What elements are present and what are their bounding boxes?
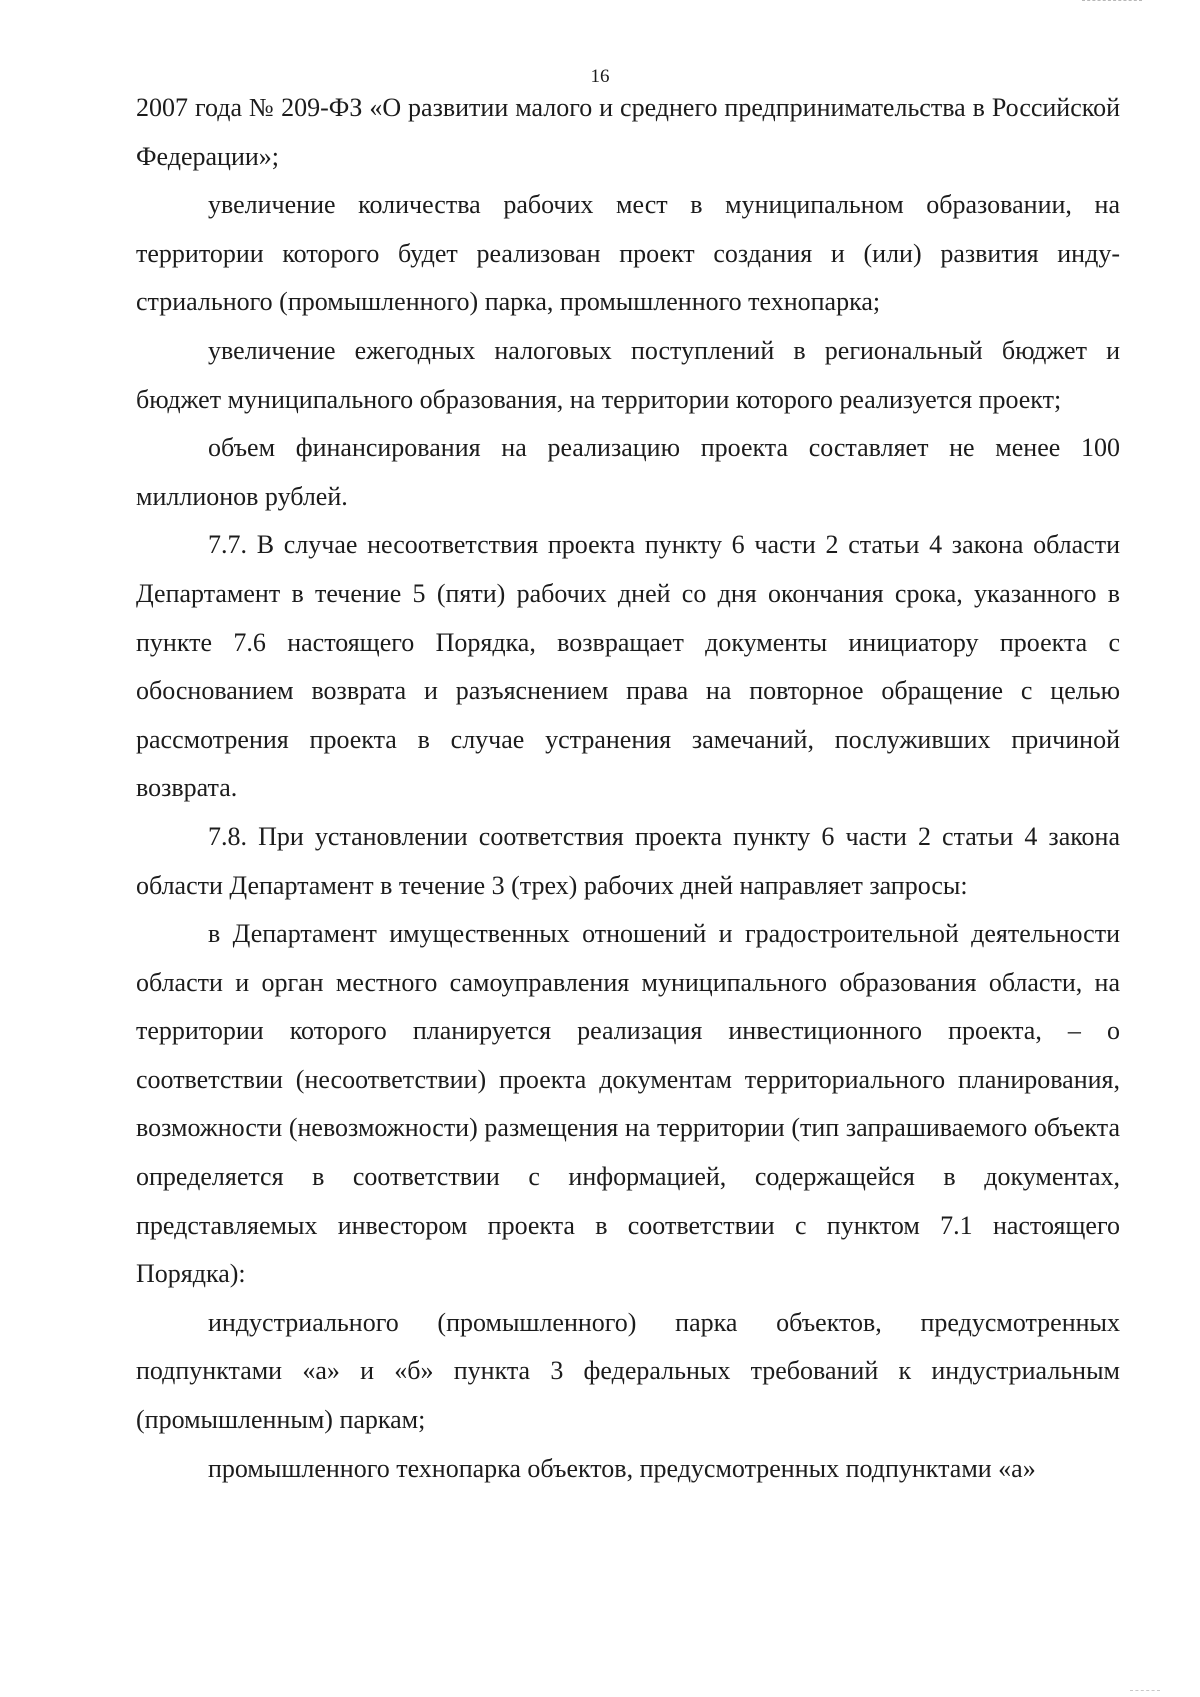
paragraph-technopark-objects: промышленного технопарка объектов, предусмотренных подпунктами «а» — [208, 1453, 1036, 1483]
document-body — [136, 84, 1120, 1493]
paragraph-law-reference: 2007 года № 209-ФЗ «О развитии малого и среднего предпринимательства в Российской Федерации»; — [136, 93, 1120, 171]
page-number: 16 — [590, 66, 610, 87]
paragraph-tax-increase: увеличение ежегодных налоговых поступлений в региональный бюджет и бюджет муниципального образования, на территории которого реализуется проект; — [136, 335, 1120, 414]
paragraph-clause-7-7: 7.7. В случае несоответствия проекта пункту 6 части 2 статьи 4 закона области Департамент в течение 5 (пяти) рабочих дней со дня окончания срока, указанного в пункте 7.6 настоящего Порядка, возвращает документы инициатору проекта с обоснованием возврата и разъяснением права на повторное обращение с целью рассмотрения проекта в случае устранения замечаний, послуживших причиной возврата. — [136, 530, 1120, 803]
paragraph-financing-volume: объем финансирования на реализацию проекта составляет не менее 100 миллионов рублей. — [136, 433, 1120, 511]
paragraph-property-department-request: в Департамент имущественных отношений и градостроительной деятельности области и орган местного самоуправления муниципального образования области, на территории которого планируется реализация инвестиционного проекта, – о соответствии (несоответствии) проекта документам территориального планирования, возможности (невозможности) размещения на территории (тип запрашиваемого объекта определяется в соответствии с информацией, содержащейся в документах, представляемых инвестором проекта в соответствии с пунктом 7.1 настоящего Порядка): — [136, 919, 1120, 1289]
scan-edge-mark-bottom — [1130, 1686, 1160, 1691]
paragraph-industrial-park-objects: индустриального (промышленного) парка объектов, предусмотренных подпунктами «а» и «б» пункта 3 федеральных требований к индустриальным (промышленным) паркам; — [136, 1307, 1120, 1435]
scan-edge-mark-top — [1082, 0, 1142, 5]
paragraph-jobs-increase: увеличение количества рабочих мест в муниципальном образовании, на территории которого будет реализован проект создания и (или) развития индустриального (промышленного) парка, промышленного технопарка; — [136, 190, 1120, 317]
paragraph-clause-7-8: 7.8. При установлении соответствия проекта пункту 6 части 2 статьи 4 закона области Департамент в течение 3 (трех) рабочих дней направляет запросы: — [136, 821, 1120, 900]
